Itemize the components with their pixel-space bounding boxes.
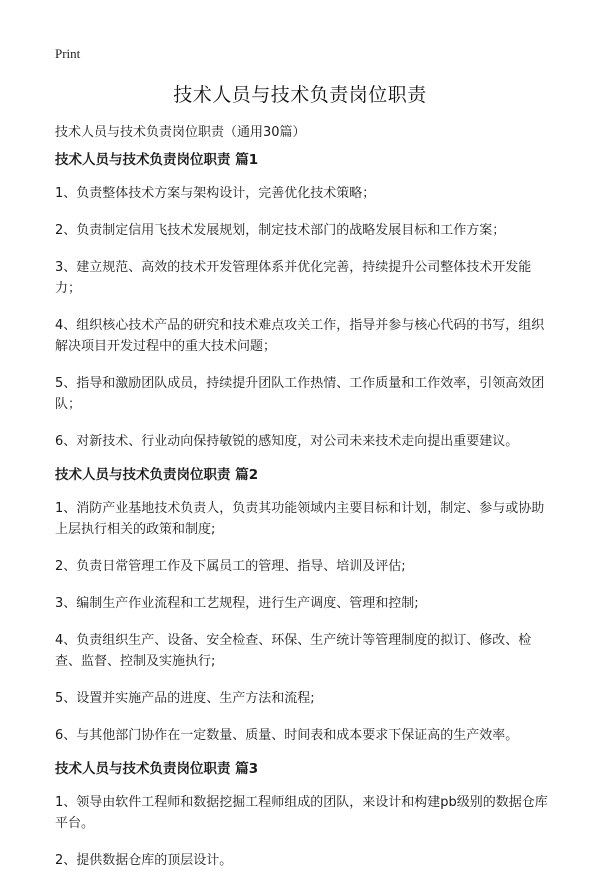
section-heading: 技术人员与技术负责岗位职责 篇2 bbox=[55, 467, 259, 483]
list-item: 6、与其他部门协作在一定数量、质量、时间表和成本要求下保证高的生产效率。 bbox=[55, 728, 519, 743]
list-item: 4、负责组织生产、设备、安全检查、环保、生产统计等管理制度的拟订、修改、检查、监督、控制及实施执行; bbox=[55, 633, 532, 669]
list-item: 1、领导由软件工程师和数据挖掘工程师组成的团队，来设计和构建pb级别的数据仓库平台。 bbox=[55, 795, 548, 831]
list-item: 1、消防产业基地技术负责人，负责其功能领域内主要目标和计划，制定、参与或协助上层执行相关的政策和制度; bbox=[55, 501, 545, 537]
list-item: 5、指导和激励团队成员，持续提升团队工作热情、工作质量和工作效率，引领高效团队； bbox=[55, 376, 545, 412]
list-item: 4、组织核心技术产品的研究和技术难点攻关工作，指导并参与核心代码的书写，组织解决项目开发过程中的重大技术问题； bbox=[55, 318, 545, 354]
document-body bbox=[55, 150, 555, 871]
list-item: 6、对新技术、行业动向保持敏锐的感知度，对公司未来技术走向提出重要建议。 bbox=[55, 434, 519, 449]
section-heading: 技术人员与技术负责岗位职责 篇3 bbox=[55, 761, 259, 777]
section-heading: 技术人员与技术负责岗位职责 篇1 bbox=[55, 152, 259, 168]
list-item: 3、编制生产作业流程和工艺规程，进行生产调度、管理和控制; bbox=[55, 596, 419, 611]
list-item: 2、提供数据仓库的顶层设计。 bbox=[55, 853, 233, 868]
list-item: 5、设置并实施产品的进度、生产方法和流程; bbox=[55, 691, 315, 706]
list-item: 3、建立规范、高效的技术开发管理体系并优化完善，持续提升公司整体技术开发能力； bbox=[55, 260, 532, 296]
list-item: 2、负责制定信用飞技术发展规划，制定技术部门的战略发展目标和工作方案； bbox=[55, 223, 506, 238]
list-item: 2、负责日常管理工作及下属员工的管理、指导、培训及评估; bbox=[55, 559, 406, 574]
print-label: Print bbox=[55, 46, 81, 61]
document-subtitle: 技术人员与技术负责岗位职责（通用30篇） bbox=[55, 125, 306, 140]
document-title: 技术人员与技术负责岗位职责 bbox=[173, 84, 427, 106]
list-item: 1、负责整体技术方案与架构设计，完善优化技术策略； bbox=[55, 186, 376, 201]
